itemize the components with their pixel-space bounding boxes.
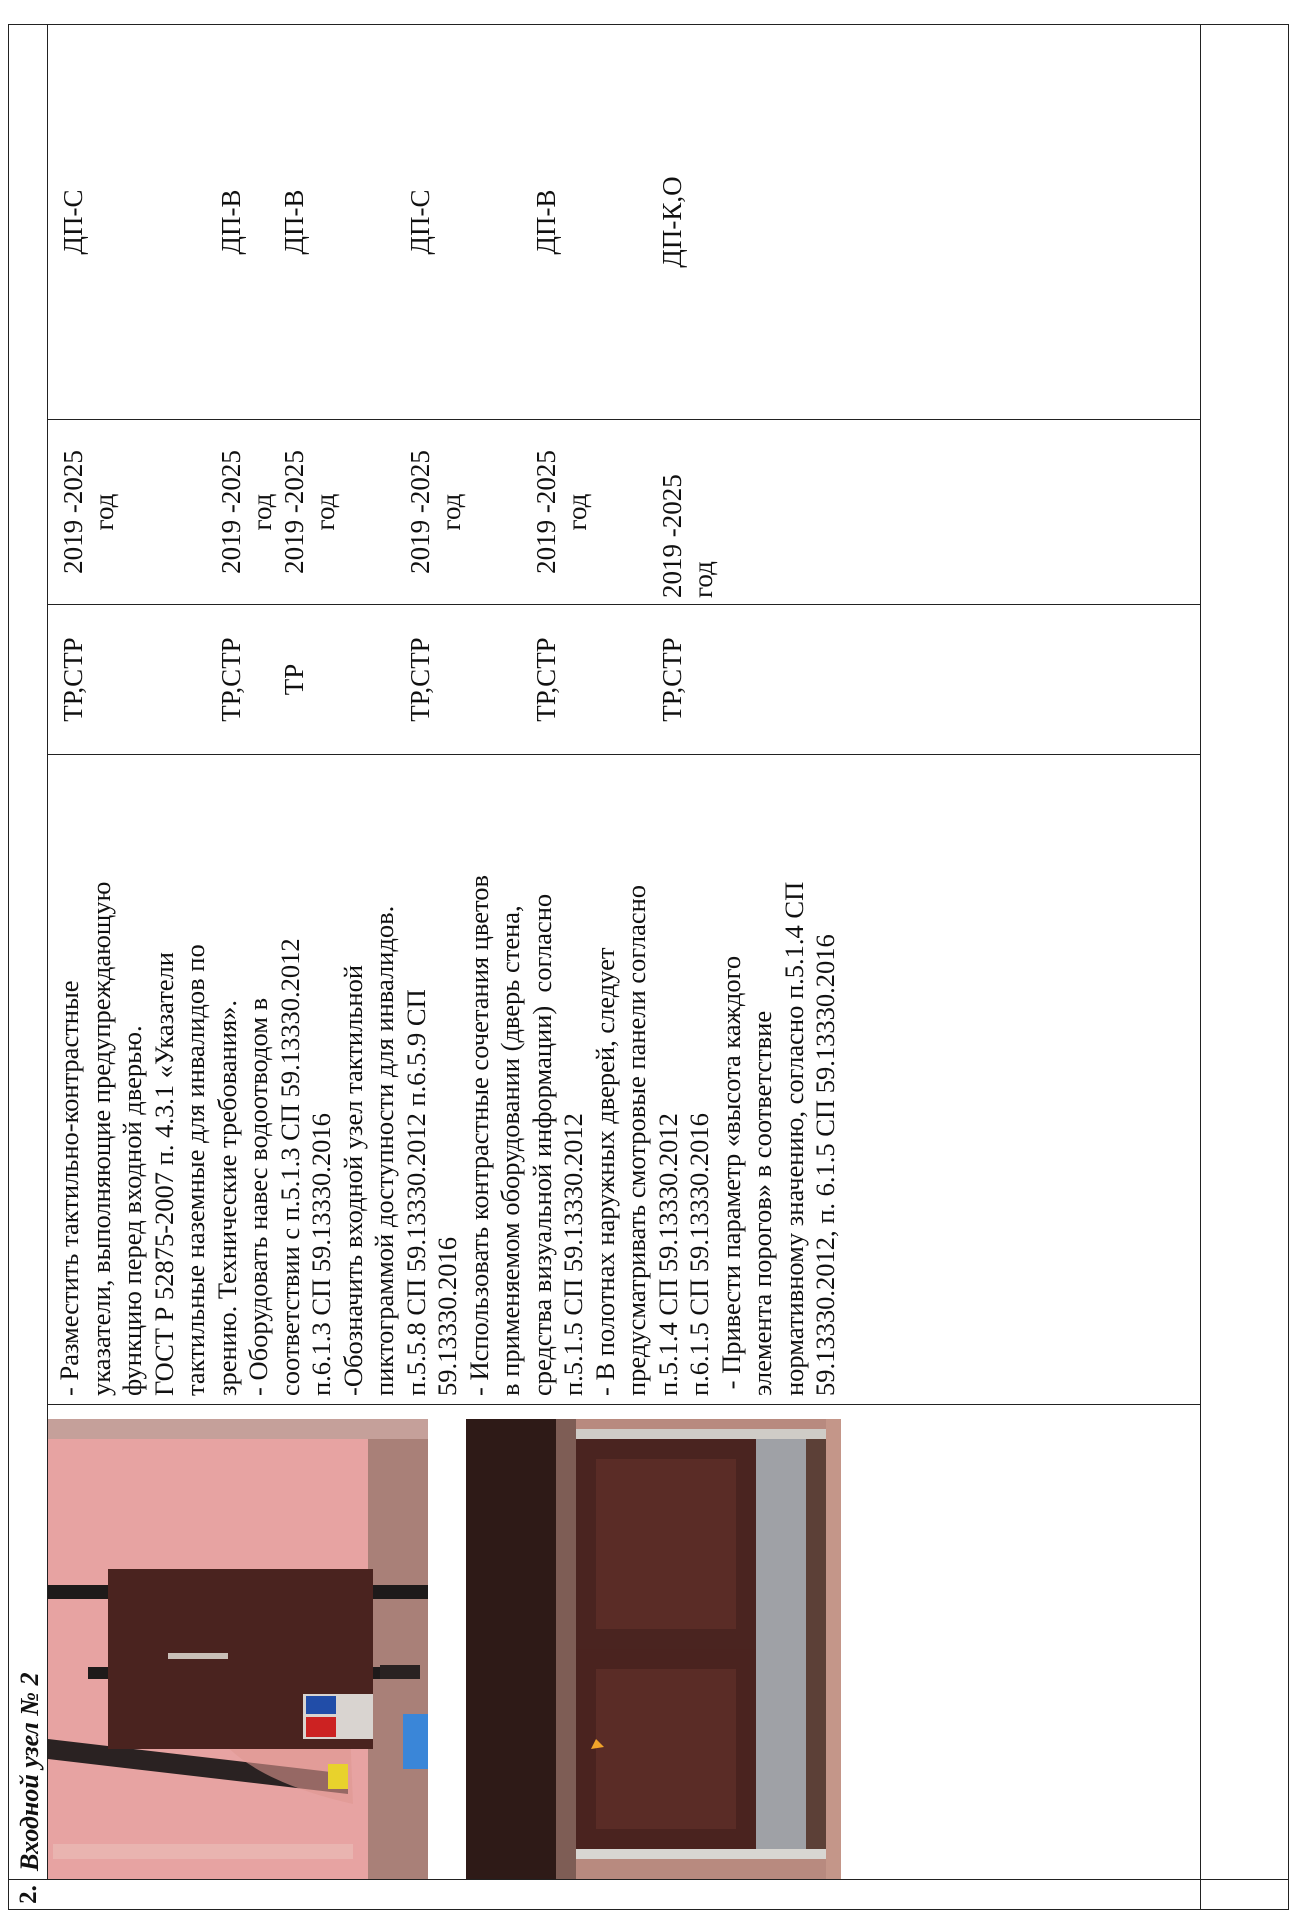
responsible-cell: [48, 25, 1201, 420]
measures-line: нормативному значению, согласно п.5.1.4 СП: [778, 881, 809, 1396]
deadline-entry: 2019 -2025 год: [215, 450, 277, 574]
measures-line: зрению. Технические требования».: [211, 999, 242, 1396]
section-header-row: [9, 25, 48, 1910]
row-number-cell: [9, 1880, 1201, 1910]
measures-line: в применяемом оборудовании (дверь стена,: [495, 905, 525, 1396]
measures-line: - Оборудовать навес водоотводом в: [243, 997, 273, 1396]
measures-line: п.5.1.5 СП 59.13330.2012: [558, 1113, 588, 1396]
measures-line: средства визуальной информации) согласно: [526, 893, 557, 1396]
empty-row: [1201, 25, 1289, 1910]
entrance-canopy-door-photo: [48, 1419, 428, 1879]
section-title-cell: [9, 25, 48, 1880]
deadline-entry: 2019 -2025 год: [656, 474, 718, 598]
measures-line: - Разместить тактильно-контрастные: [54, 980, 84, 1396]
photos-cell: [48, 1405, 1201, 1880]
empty-content-cell: [1201, 25, 1289, 1880]
empty-number-cell: [1201, 1880, 1289, 1910]
measures-line: п.5.1.4 СП 59.13330.2012: [652, 1113, 683, 1396]
entrance-threshold-vestibule-photo: [466, 1419, 841, 1879]
responsible-entry: ДП-В: [215, 189, 246, 255]
entrance-canopy-door-image: [48, 1419, 428, 1879]
work-type-entry: ТР,СТР: [215, 637, 246, 722]
work-type-cell: [48, 605, 1201, 755]
measures-line: - Использовать контрастные сочетания цветов: [463, 875, 494, 1396]
measures-line: предусматривать смотровые панели согласно: [621, 884, 651, 1396]
deadline-entry: 2019 -2025 год: [58, 450, 119, 574]
measures-line: п.6.1.5 СП 59.13330.2016: [684, 1113, 714, 1396]
deadline-cell: [48, 420, 1201, 605]
measures-line: -Обозначить входной узел тактильной: [337, 964, 368, 1396]
entrance-threshold-vestibule-image: [466, 1419, 841, 1879]
responsible-entry: ДП-В: [278, 189, 309, 255]
work-type-entry: ТР,СТР: [656, 637, 687, 722]
responsible-entry: ДП-С: [58, 189, 88, 255]
work-type-entry: ТР,СТР: [404, 637, 435, 722]
measures-line: - В полотнах наружных дверей, следует: [589, 947, 620, 1396]
measures-line: элемента порогов» в соответствие: [747, 1010, 777, 1396]
measures-line: функцию перед входной дверью.: [117, 1025, 147, 1396]
measures-line: п.6.1.3 СП 59.13330.2016: [306, 1113, 336, 1396]
section-title: Входной узел № 2: [15, 1672, 44, 1871]
work-type-entry: ТР,СТР: [530, 637, 561, 722]
work-type-entry: ТР: [278, 663, 309, 696]
measures-line: тактильные наземные для инвалидов по: [180, 944, 210, 1396]
row-number: 2.: [15, 1885, 42, 1904]
accessibility-measures-table: [8, 24, 1289, 1910]
responsible-entry: ДП-В: [530, 189, 561, 255]
work-type-entry: ТР,СТР: [58, 637, 88, 722]
responsible-entry: ДП-К,О: [656, 176, 687, 268]
measures-line: 59.13330.2012, п. 6.1.5 СП 59.13330.2016: [810, 934, 840, 1396]
measures-line: указатели, выполняющие предупреждающую: [85, 881, 116, 1396]
measures-line: п.5.5.8 СП 59.13330.2012 п.6.5.9 СП: [400, 989, 431, 1396]
measures-row: [48, 25, 1201, 1910]
measures-line: соответствии с п.5.1.3 СП 59.13330.2012: [274, 938, 305, 1396]
measures-line: ГОСТ Р 52875-2007 п. 4.3.1 «Указатели: [148, 952, 179, 1396]
deadline-entry: 2019 -2025 год: [530, 450, 592, 574]
measures-line: пиктограммой доступности для инвалидов.: [369, 905, 399, 1396]
measures-line: 59.13330.2016: [432, 1237, 462, 1396]
deadline-entry: 2019 -2025 год: [404, 450, 466, 574]
responsible-entry: ДП-С: [404, 189, 435, 255]
deadline-entry: 2019 -2025 год: [278, 450, 340, 574]
measures-line: - Привести параметр «высота каждого: [715, 955, 746, 1396]
measures-text-cell: [48, 755, 1201, 1405]
